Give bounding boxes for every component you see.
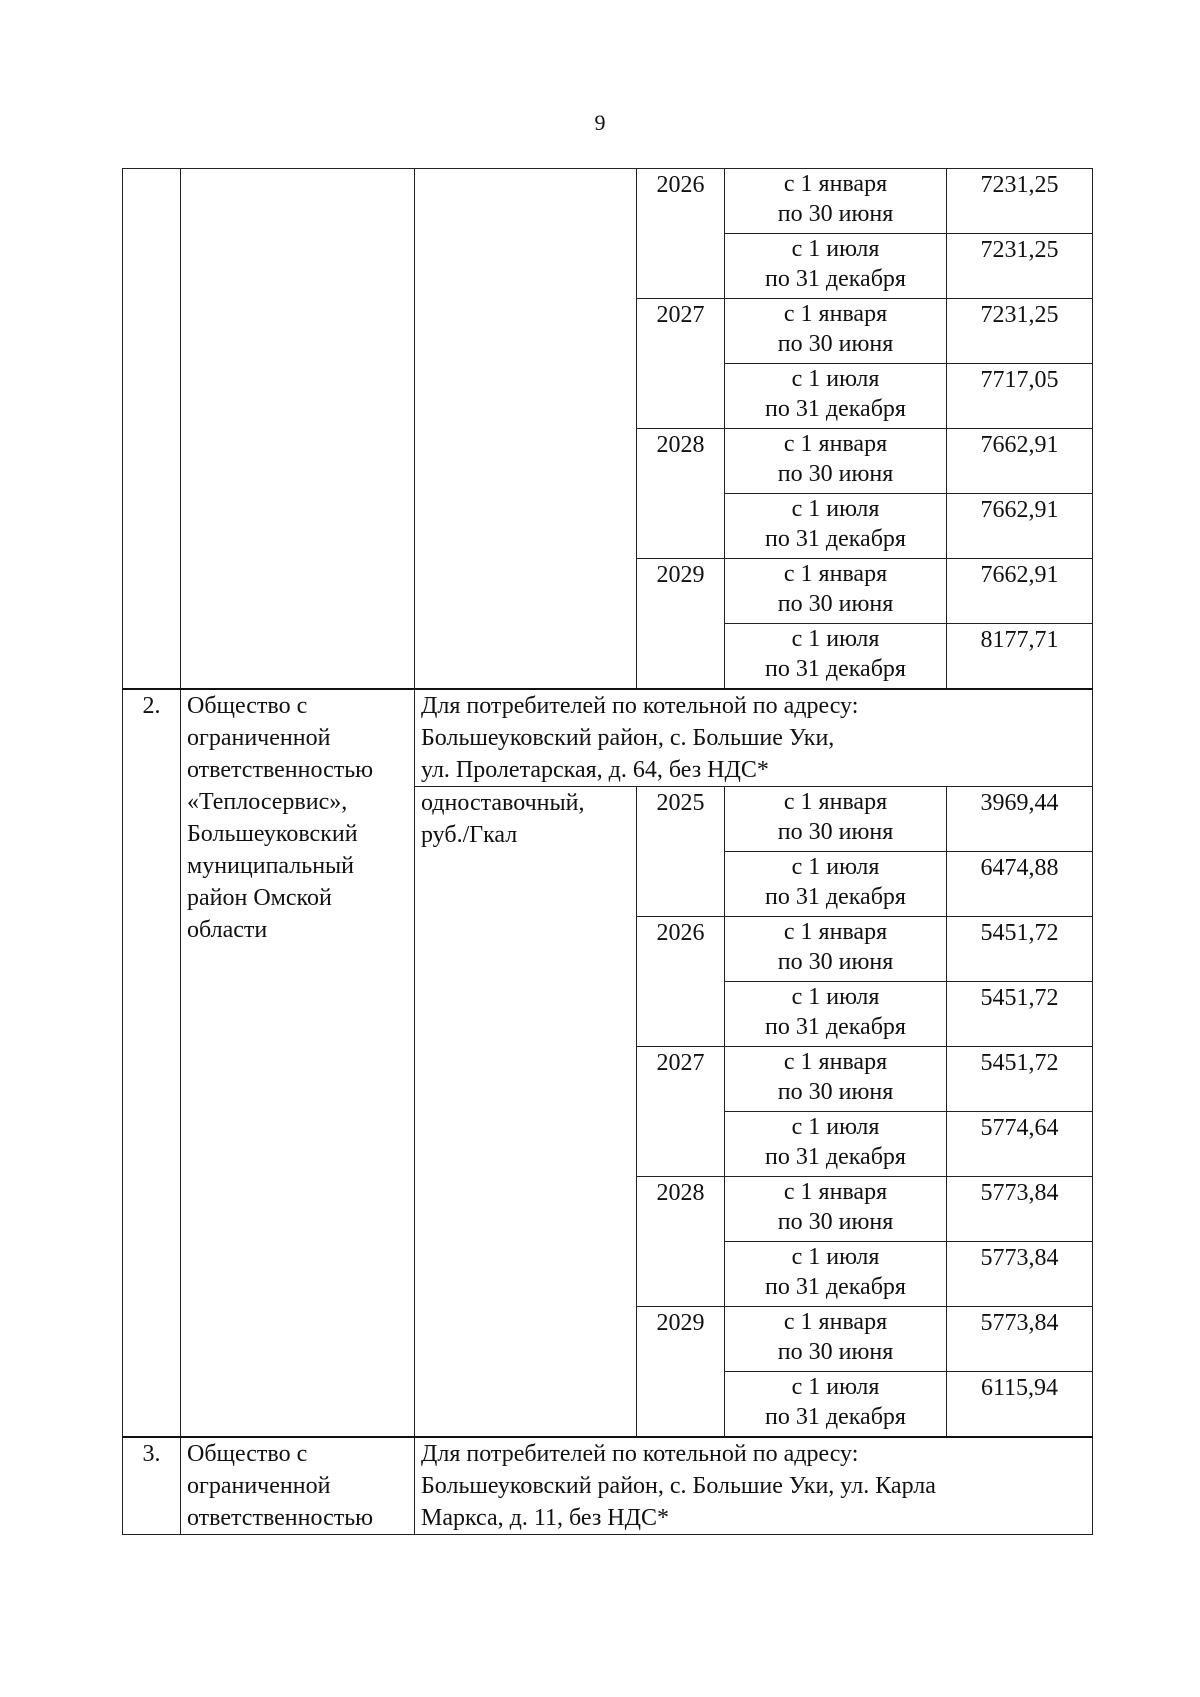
tariff-value: 5451,72	[947, 1047, 1093, 1112]
consumer-note	[415, 1437, 1093, 1535]
tariff-value: 7717,05	[947, 364, 1093, 429]
period-end: по 30 июня	[777, 819, 894, 845]
period-cell	[725, 429, 947, 494]
period-end: по 31 декабря	[765, 1144, 906, 1170]
row-number: 3.	[123, 1437, 181, 1535]
period-start: с 1 января	[783, 171, 888, 197]
note-line: Большеуковский район, с. Большие Уки,	[421, 725, 835, 751]
organization-line: области	[187, 917, 268, 943]
tariff-value: 5773,84	[947, 1242, 1093, 1307]
period-end: по 31 декабря	[765, 1014, 906, 1040]
tariff-value: 7231,25	[947, 299, 1093, 364]
organization-line: район Омской	[187, 885, 332, 911]
year-cell: 2028	[637, 1177, 725, 1307]
organization-line: «Теплосервис»,	[187, 789, 348, 815]
period-cell	[725, 1177, 947, 1242]
section-header-row	[123, 1437, 1093, 1535]
row-number: 2.	[123, 689, 181, 1437]
period-start: с 1 июля	[791, 496, 880, 522]
organization-line: Общество с	[187, 693, 308, 719]
period-cell	[725, 169, 947, 234]
tariff-value: 7662,91	[947, 559, 1093, 624]
period-cell	[725, 982, 947, 1047]
empty-cell	[181, 169, 415, 690]
year-cell: 2027	[637, 1047, 725, 1177]
organization-line: муниципальный	[187, 853, 355, 879]
period-cell	[725, 559, 947, 624]
note-line: ул. Пролетарская, д. 64, без НДС*	[421, 757, 769, 783]
organization-line: ответственностью	[187, 1505, 374, 1531]
tariff-value: 5451,72	[947, 917, 1093, 982]
year-cell: 2025	[637, 787, 725, 917]
period-start: с 1 января	[783, 1049, 888, 1075]
period-start: с 1 января	[783, 1179, 888, 1205]
note-line: Большеуковский район, с. Большие Уки, ул. Карла	[421, 1473, 936, 1499]
tariff-value: 7231,25	[947, 234, 1093, 299]
rate-type-line: одноставочный,	[421, 790, 585, 816]
note-line: Для потребителей по котельной по адресу:	[421, 1441, 859, 1467]
period-start: с 1 января	[783, 431, 888, 457]
year-cell: 2026	[637, 917, 725, 1047]
period-cell	[725, 1047, 947, 1112]
period-end: по 31 декабря	[765, 884, 906, 910]
period-cell	[725, 1307, 947, 1372]
period-cell	[725, 852, 947, 917]
period-start: с 1 июля	[791, 1244, 880, 1270]
tariff-value: 3969,44	[947, 787, 1093, 852]
period-cell	[725, 494, 947, 559]
period-start: с 1 января	[783, 561, 888, 587]
tariff-value: 7662,91	[947, 494, 1093, 559]
period-cell	[725, 1242, 947, 1307]
organization-line: Общество с	[187, 1441, 308, 1467]
period-start: с 1 июля	[791, 984, 880, 1010]
period-cell	[725, 364, 947, 429]
year-cell: 2029	[637, 559, 725, 690]
section-header-row	[123, 689, 1093, 787]
period-start: с 1 июля	[791, 236, 880, 262]
organization-name	[181, 689, 415, 1437]
tariff-value: 5774,64	[947, 1112, 1093, 1177]
period-end: по 30 июня	[777, 331, 894, 357]
period-end: по 31 декабря	[765, 1274, 906, 1300]
period-cell	[725, 624, 947, 690]
organization-name	[181, 1437, 415, 1535]
rate-type-line: руб./Гкал	[421, 822, 518, 848]
year-cell: 2026	[637, 169, 725, 299]
period-start: с 1 января	[783, 919, 888, 945]
period-cell	[725, 1112, 947, 1177]
period-start: с 1 июля	[791, 1374, 880, 1400]
period-end: по 30 июня	[777, 591, 894, 617]
period-start: с 1 января	[783, 1309, 888, 1335]
tariff-value: 7231,25	[947, 169, 1093, 234]
organization-line: ограниченной	[187, 725, 331, 751]
table-row	[123, 169, 1093, 234]
year-cell: 2028	[637, 429, 725, 559]
page-number: 9	[594, 110, 606, 135]
empty-cell	[123, 169, 181, 690]
period-start: с 1 июля	[791, 1114, 880, 1140]
period-cell	[725, 234, 947, 299]
organization-line: ответственностью	[187, 757, 374, 783]
period-cell	[725, 1372, 947, 1438]
note-line: Для потребителей по котельной по адресу:	[421, 693, 859, 719]
year-cell: 2027	[637, 299, 725, 429]
consumer-note	[415, 689, 1093, 787]
tariff-value: 5773,84	[947, 1177, 1093, 1242]
period-end: по 31 декабря	[765, 656, 906, 682]
period-cell	[725, 917, 947, 982]
period-end: по 30 июня	[777, 949, 894, 975]
period-start: с 1 января	[783, 301, 888, 327]
period-end: по 31 декабря	[765, 1404, 906, 1430]
period-cell	[725, 787, 947, 852]
note-line: Маркса, д. 11, без НДС*	[421, 1505, 670, 1531]
period-start: с 1 июля	[791, 626, 880, 652]
period-start: с 1 июля	[791, 366, 880, 392]
period-end: по 30 июня	[777, 201, 894, 227]
period-start: с 1 января	[783, 789, 888, 815]
tariff-value: 6115,94	[947, 1372, 1093, 1438]
empty-cell	[415, 169, 637, 690]
tariff-table	[122, 168, 1093, 1535]
period-end: по 31 декабря	[765, 396, 906, 422]
period-end: по 30 июня	[777, 1079, 894, 1105]
organization-line: Большеуковский	[187, 821, 358, 847]
tariff-value: 6474,88	[947, 852, 1093, 917]
period-end: по 30 июня	[777, 1339, 894, 1365]
period-end: по 31 декабря	[765, 526, 906, 552]
year-cell: 2029	[637, 1307, 725, 1438]
period-start: с 1 июля	[791, 854, 880, 880]
tariff-value: 8177,71	[947, 624, 1093, 690]
period-end: по 30 июня	[777, 1209, 894, 1235]
tariff-value: 7662,91	[947, 429, 1093, 494]
tariff-value: 5773,84	[947, 1307, 1093, 1372]
period-end: по 31 декабря	[765, 266, 906, 292]
organization-line: ограниченной	[187, 1473, 331, 1499]
period-end: по 30 июня	[777, 461, 894, 487]
period-cell	[725, 299, 947, 364]
tariff-value: 5451,72	[947, 982, 1093, 1047]
rate-type	[415, 787, 637, 1438]
